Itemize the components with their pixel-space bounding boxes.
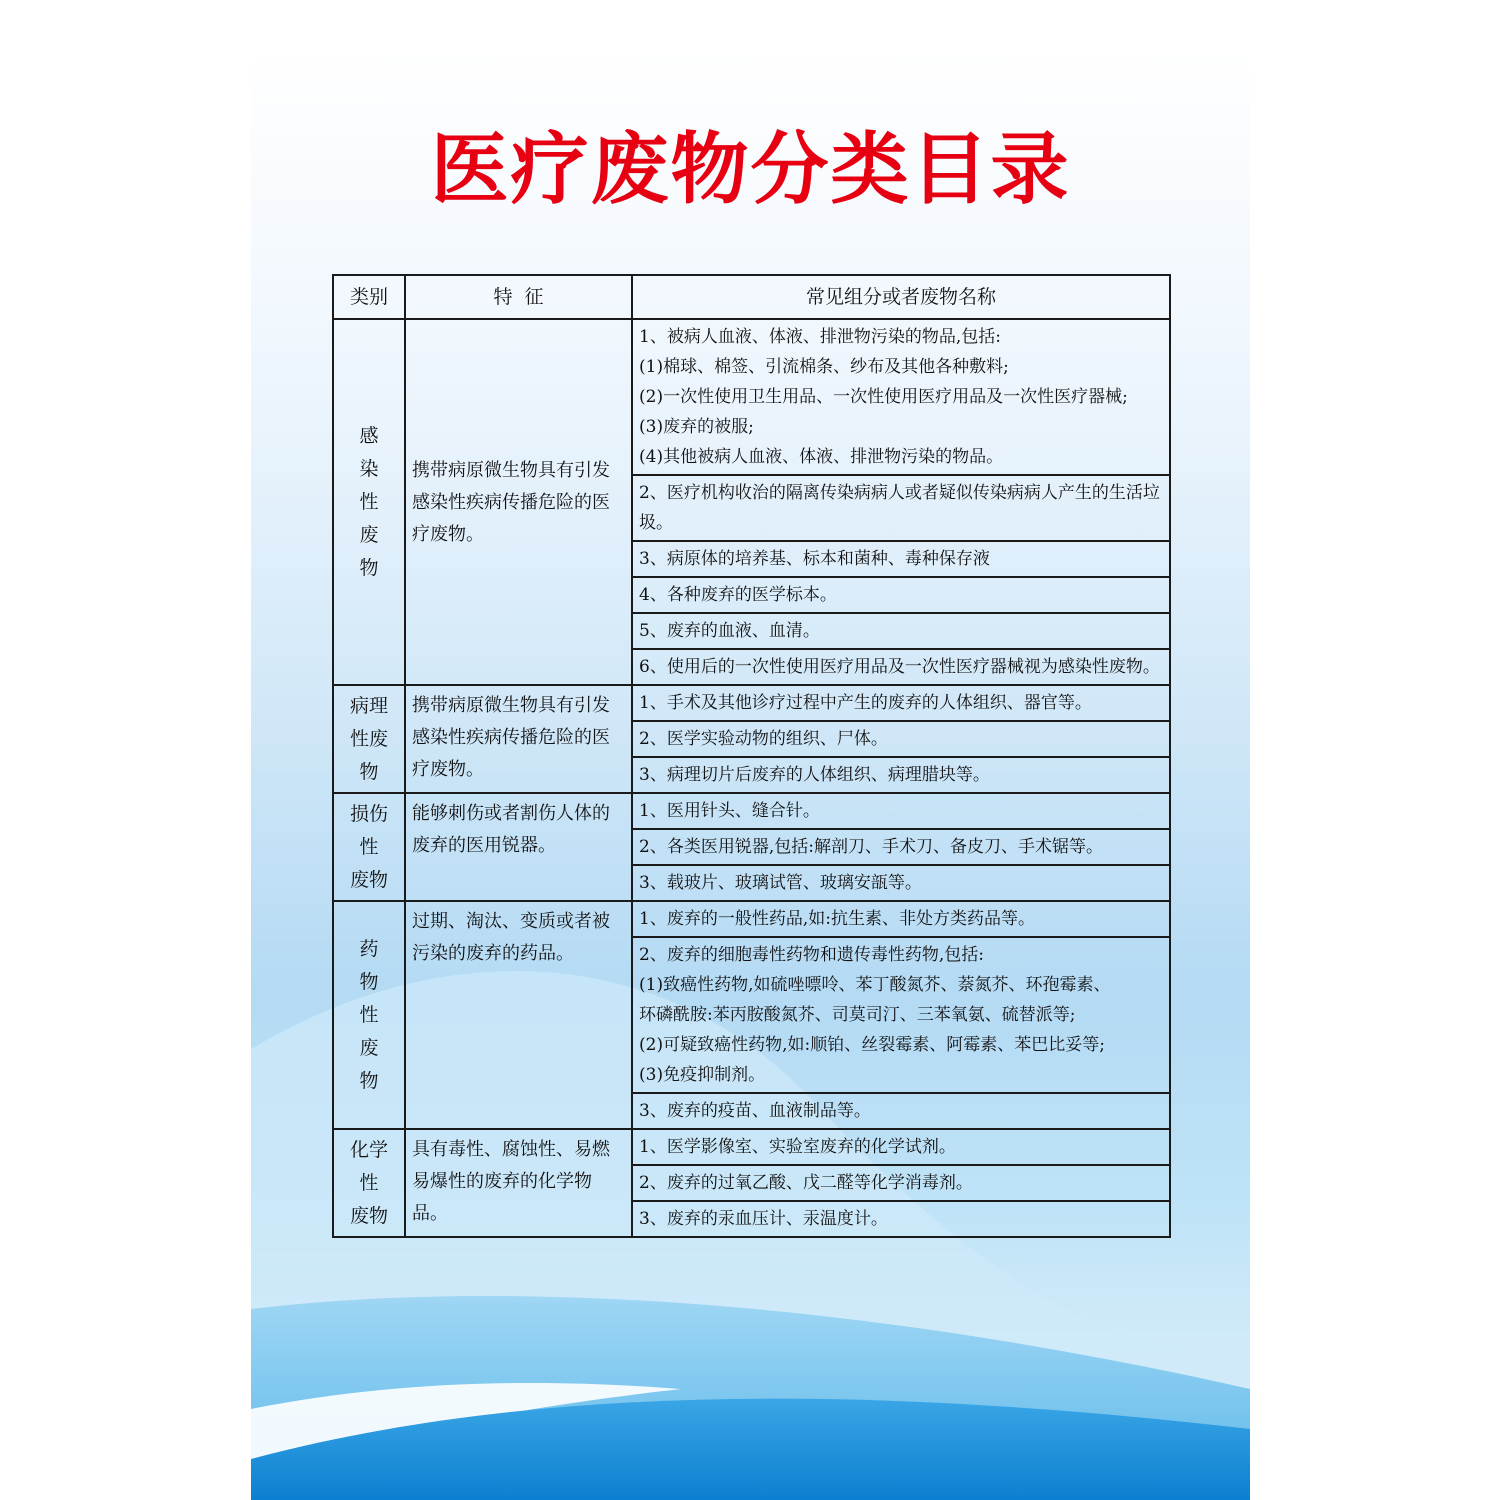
table-row: [333, 1129, 1170, 1165]
category-label-part: 物: [359, 970, 379, 993]
category-label-part: 废物: [349, 868, 388, 891]
item-line: (1)棉球、棉签、引流棉条、纱布及其他各种敷料;: [639, 357, 1009, 377]
category-label-part: 废物: [349, 1204, 388, 1227]
category-label-part: 药: [359, 937, 379, 960]
category-label-part: 病理: [349, 694, 388, 717]
feature-cell: 具有毒性、腐蚀性、易燃易爆性的废弃的化学物品。: [405, 1129, 632, 1237]
item-line: 1、医学影像室、实验室废弃的化学试剂。: [639, 1137, 956, 1157]
item-line: 环磷酰胺:苯丙胺酸氮芥、司莫司汀、三苯氧氨、硫替派等;: [639, 1005, 1076, 1025]
item-line: (1)致癌性药物,如硫唑嘌呤、苯丁酸氮芥、萘氮芥、环孢霉素、: [639, 975, 1111, 995]
table-body: [333, 319, 1170, 1237]
poster: [251, 49, 1250, 1500]
category-label-part: 废: [359, 523, 379, 546]
page-title: 医疗废物分类目录: [430, 125, 1071, 215]
category-label-part: 化学: [349, 1138, 388, 1161]
header-items: 常见组分或者废物名称: [632, 275, 1170, 319]
item-line: 1、手术及其他诊疗过程中产生的废弃的人体组织、器官等。: [639, 693, 1092, 713]
item-line: 5、废弃的血液、血清。: [639, 621, 820, 641]
item-line: (3)废弃的被服;: [639, 417, 754, 437]
item-line: 2、医疗机构收治的隔离传染病病人或者疑似传染病病人产生的生活垃圾。: [639, 483, 1160, 533]
item-line: (2)一次性使用卫生用品、一次性使用医疗用品及一次性医疗器械;: [639, 387, 1128, 407]
category-label-part: 性: [359, 490, 379, 513]
item-line: 1、医用针头、缝合针。: [639, 801, 820, 821]
category-label-part: 性: [359, 835, 379, 858]
category-cell: [333, 901, 405, 1129]
item-cell: [632, 937, 1170, 1093]
item-cell: [632, 1129, 1170, 1165]
category-label-part: 废: [359, 1036, 379, 1059]
item-line: 1、废弃的一般性药品,如:抗生素、非处方类药品等。: [639, 909, 1035, 929]
waste-table: [332, 274, 1171, 1238]
item-cell: [632, 475, 1170, 541]
category-cell: [333, 685, 405, 793]
item-line: (4)其他被病人血液、体液、排泄物污染的物品。: [639, 447, 1004, 467]
item-cell: [632, 1165, 1170, 1201]
item-line: 3、废弃的疫苗、血液制品等。: [639, 1101, 871, 1121]
table-row: [333, 685, 1170, 721]
category-label-part: 物: [359, 556, 379, 579]
header-feature: 特 征: [405, 275, 632, 319]
item-cell: [632, 793, 1170, 829]
table-header-row: [333, 275, 1170, 319]
category-cell: [333, 793, 405, 901]
category-cell: [333, 1129, 405, 1237]
header-category: 类别: [333, 275, 405, 319]
item-line: 3、废弃的汞血压计、汞温度计。: [639, 1209, 888, 1229]
item-line: 4、各种废弃的医学标本。: [639, 585, 837, 605]
item-cell: [632, 685, 1170, 721]
category-cell: [333, 319, 405, 685]
category-label-part: 物: [359, 760, 379, 783]
table-row: [333, 319, 1170, 475]
table-row: [333, 901, 1170, 937]
item-cell: [632, 577, 1170, 613]
item-line: 2、废弃的细胞毒性药物和遗传毒性药物,包括:: [639, 945, 984, 965]
category-label-part: 损伤: [349, 802, 388, 825]
item-line: 2、各类医用锐器,包括:解剖刀、手术刀、备皮刀、手术锯等。: [639, 837, 1103, 857]
category-label-part: 感: [359, 424, 379, 447]
item-line: 1、被病人血液、体液、排泄物污染的物品,包括:: [639, 327, 1001, 347]
item-cell: [632, 1201, 1170, 1237]
category-label-part: 染: [359, 457, 379, 480]
item-cell: [632, 829, 1170, 865]
item-cell: [632, 901, 1170, 937]
item-line: 2、废弃的过氧乙酸、戊二醛等化学消毒剂。: [639, 1173, 973, 1193]
item-cell: [632, 649, 1170, 685]
feature-cell: 过期、淘汰、变质或者被污染的废弃的药品。: [405, 901, 632, 1129]
item-cell: [632, 757, 1170, 793]
item-line: (3)免疫抑制剂。: [639, 1065, 766, 1085]
item-line: 6、使用后的一次性使用医疗用品及一次性医疗器械视为感染性废物。: [639, 657, 1160, 677]
item-cell: [632, 541, 1170, 577]
item-line: (2)可疑致癌性药物,如:顺铂、丝裂霉素、阿霉素、苯巴比妥等;: [639, 1035, 1105, 1055]
category-label-part: 性废: [349, 727, 388, 750]
table-row: [333, 793, 1170, 829]
item-cell: [632, 613, 1170, 649]
item-line: 3、载玻片、玻璃试管、玻璃安瓿等。: [639, 873, 922, 893]
category-label-part: 性: [359, 1171, 379, 1194]
category-label-part: 物: [359, 1069, 379, 1092]
category-label-part: 性: [359, 1003, 379, 1026]
item-cell: [632, 865, 1170, 901]
item-cell: [632, 1093, 1170, 1129]
item-cell: [632, 319, 1170, 475]
item-line: 3、病理切片后废弃的人体组织、病理腊块等。: [639, 765, 990, 785]
item-cell: [632, 721, 1170, 757]
feature-cell: 能够刺伤或者割伤人体的废弃的医用锐器。: [405, 793, 632, 901]
item-line: 2、医学实验动物的组织、尸体。: [639, 729, 888, 749]
feature-cell: 携带病原微生物具有引发感染性疾病传播危险的医疗废物。: [405, 685, 632, 793]
feature-cell: 携带病原微生物具有引发感染性疾病传播危险的医疗废物。: [405, 319, 632, 685]
item-line: 3、病原体的培养基、标本和菌种、毒种保存液: [639, 549, 990, 569]
